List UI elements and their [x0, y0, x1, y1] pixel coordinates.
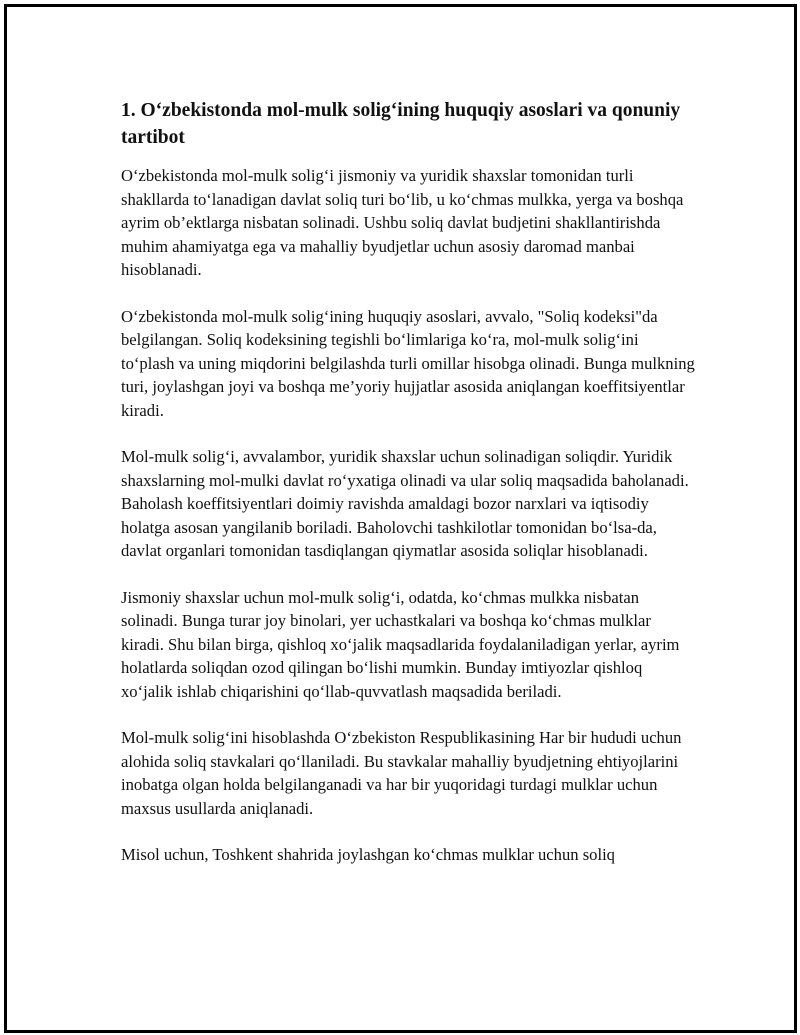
paragraph-5: Mol-mulk solig‘ini hisoblashda O‘zbekiston Respublikasining Har bir hududi uchun alohida soliq stavkalari qo‘llaniladi. Bu stavkalar mahalliy byudjetning ehtiyojlarini inobatga olgan holda belgilanganadi va har bir yuqoridagi turdagi mulklar uchun maxsus usullarda aniqlanadi.: [121, 728, 682, 818]
document-body: [121, 97, 696, 890]
paragraph-3: Mol-mulk solig‘i, avvalambor, yuridik shaxslar uchun solinadigan soliqdir. Yuridik shaxslarning mol-mulki davlat ro‘yxatiga olinadi va ular soliq maqsadida baholanadi. Baholash koeffitsiyentlari doimiy ravishda amaldagi bozor narxlari va iqtisodiy holatga asosan yangilanib boriladi. Baholovchi tashkilotlar tomonidan bo‘lsa-da, davlat organlari tomonidan tasdiqlangan qiymatlar asosida soliqlar hisoblanadi.: [121, 447, 689, 560]
paragraph-1: O‘zbekistonda mol-mulk solig‘i jismoniy va yuridik shaxslar tomonidan turli shakllarda to‘lanadigan davlat soliq turi bo‘lib, u ko‘chmas mulkka, yerga va boshqa ayrim ob’ektlarga nisbatan solinadi. Ushbu soliq davlat budjetini shakllantirishda muhim ahamiyatga ega va mahalliy byudjetlar uchun asosiy daromad manbai hisoblanadi.: [121, 166, 684, 279]
paragraph-4: Jismoniy shaxslar uchun mol-mulk solig‘i, odatda, ko‘chmas mulkka nisbatan solinadi. Bunga turar joy binolari, yer uchastkalari va boshqa ko‘chmas mulklar kiradi. Shu bilan birga, qishloq xo‘jalik maqsadlarida foydalaniladigan yerlar, ayrim holatlarda soliqdan ozod qilingan bo‘lishi mumkin. Bunday imtiyozlar qishloq xo‘jalik ishlab chiqarishini qo‘llab-quvvatlash maqsadida beriladi.: [121, 587, 680, 701]
paragraph-2: O‘zbekistonda mol-mulk solig‘ining huquqiy asoslari, avvalo, "Soliq kodeksi"da belgilangan. Soliq kodeksining tegishli bo‘limlariga ko‘ra, mol-mulk solig‘ini to‘plash va uning miqdorini belgilashda turli omillar hisobga olinadi. Bunga mulkning turi, joylashgan joyi va boshqa me’yoriy hujjatlar asosida aniqlangan koeffitsiyentlar kiradi.: [121, 306, 695, 420]
section-heading: 1. O‘zbekistonda mol-mulk solig‘ining huquqiy asoslari va qonuniy tartibot: [121, 100, 681, 148]
paragraph-6: Misol uchun, Toshkent shahrida joylashgan ko‘chmas mulklar uchun soliq: [121, 845, 615, 864]
page-frame: [4, 4, 797, 1033]
